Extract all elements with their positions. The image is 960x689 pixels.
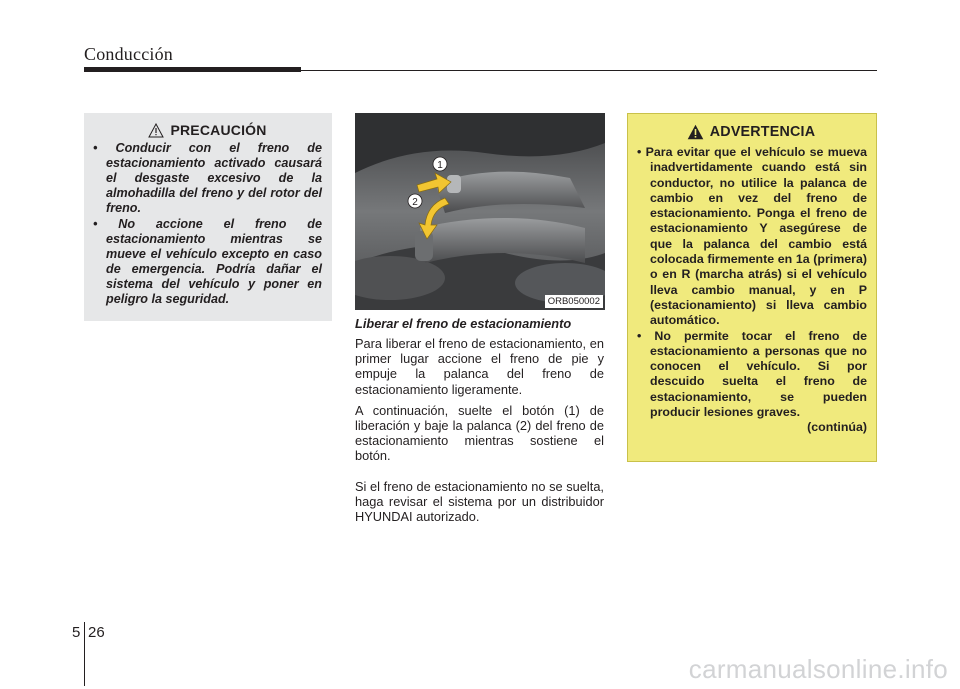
warning-list — [637, 145, 867, 420]
main-text-column — [355, 316, 604, 530]
warning-triangle-icon — [148, 123, 164, 138]
section-number: 5 — [72, 624, 81, 641]
warning-title-row — [635, 124, 867, 140]
footer-rule — [84, 622, 85, 686]
caution-title: PRECAUCIÓN — [170, 122, 267, 138]
warning-item: • Para evitar que el vehículo se mueva inadvertidamente cuando está sin conductor, no utilice la palanca de cambio en vez del freno de estacionamiento. Ponga el freno de estacionamiento Y asegúrese de que la palanca del cambio está colocada firmemente en 1a (primera) o en R (marcha atrás) si el vehículo lleva cambio manual, y en P (estacionamiento) si lleva cambio automático. — [637, 145, 867, 328]
callout-1-label: 1 — [437, 160, 443, 171]
caution-title-row — [93, 122, 322, 138]
page-number: 26 — [88, 624, 105, 641]
caution-item-text: No accione el freno de estacionamiento mientras se mueve el vehículo excepto en caso de emergencia. Podría dañar el sistema del vehículo y poner en peligro la seguridad. — [106, 217, 322, 306]
warning-title: ADVERTENCIA — [709, 124, 816, 140]
warning-item-text: Para evitar que el vehículo se mueva inadvertidamente cuando está sin conductor, no utilice la palanca de cambio en vez del freno de estacionamiento. Ponga el freno de estacionamiento Y asegúrese de que la palanca del cambio está colocada firmemente en 1a (primera) o en R (marcha atrás) si el vehículo lleva cambio manual, y en P (estacionamiento) si lleva cambio automático. — [645, 145, 867, 328]
continues-label: (continúa) — [807, 420, 867, 435]
callout-2-label: 2 — [412, 197, 418, 208]
caution-list — [93, 141, 322, 307]
page-header-title: Conducción — [84, 44, 173, 64]
parking-brake-illustration — [355, 113, 605, 310]
parking-brake-photo — [355, 113, 605, 310]
paragraph-1: Para liberar el freno de estacionamiento, en primer lugar accione el freno de pie y empuje la palanca del freno de estacionamiento ligeramente. — [355, 336, 604, 397]
warning-item-text: No permite tocar el freno de estacionamiento a personas que no conocen el vehículo. Si por descuido suelta el freno de estacionamiento, se pueden producir lesiones graves. — [650, 328, 867, 420]
caution-item: • Conducir con el freno de estacionamiento activado causará el desgaste excesivo de la almohadilla del freno y del rotor del freno. — [93, 141, 322, 215]
section-heading: Liberar el freno de estacionamiento — [355, 316, 572, 331]
warning-triangle-filled-icon — [687, 124, 704, 140]
caution-item-text: Conducir con el freno de estacionamiento activado causará el desgaste excesivo de la almohadilla del freno y del rotor del freno. — [106, 141, 322, 215]
caution-box — [84, 113, 332, 321]
caution-item: • No accione el freno de estacionamiento mientras se mueve el vehículo excepto en caso de emergencia. Podría dañar el sistema del vehículo y poner en peligro la seguridad. — [93, 217, 322, 306]
watermark: carmanualsonline.info — [688, 654, 948, 684]
paragraph-3: Si el freno de estacionamiento no se suelta, haga revisar el sistema por un distribuidor HYUNDAI autorizado. — [355, 478, 604, 525]
warning-box — [627, 113, 877, 462]
photo-code: ORB050002 — [545, 295, 603, 308]
warning-item: • No permite tocar el freno de estacionamiento a personas que no conocen el vehículo. Si por descuido suelta el freno de estacionamiento, se pueden producir lesiones graves. — [637, 328, 867, 420]
paragraph-2: A continuación, suelte el botón (1) de liberación y baje la palanca (2) del freno de estacionamiento mientras sostiene el botón. — [355, 402, 604, 464]
header-rule — [84, 70, 877, 71]
